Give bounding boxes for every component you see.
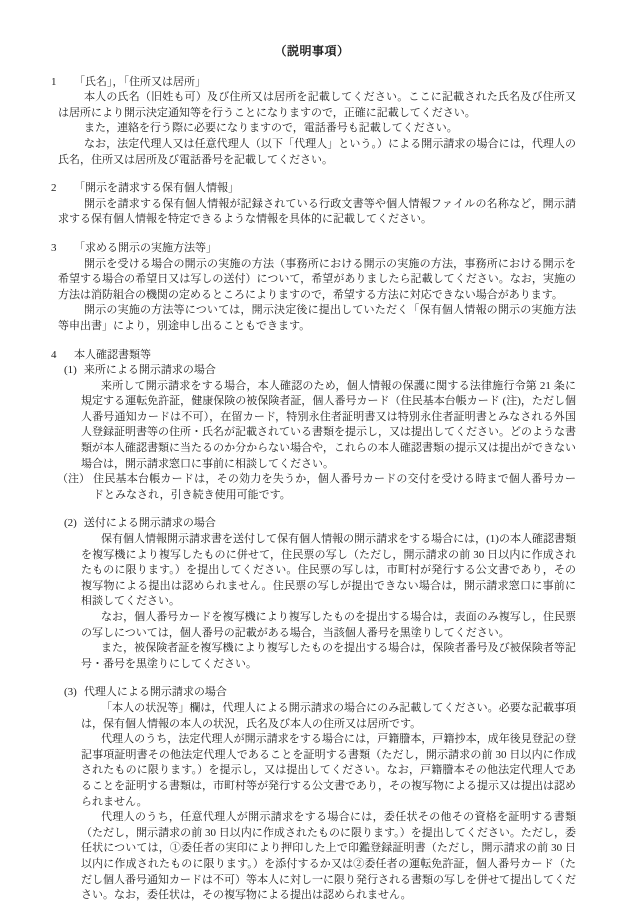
note-text: 住民基本台帳カードは，その効力を失うか，個人番号カードの交付を受ける時まで個人番号カードとみなされ，引き続き使用可能です。 xyxy=(93,473,576,501)
subsection-heading: 代理人による開示請求の場合 xyxy=(83,686,227,699)
section-2 xyxy=(48,181,576,228)
paragraph: 保有個人情報開示請求書を送付して保有個人情報の開示請求をする場合には，(1)の本人確認書類を複写機により複写したものに併せて，住民票の写し（ただし，開示請求の前 30 日以内に作成されたものに限ります。）を提出してください。住民票の写しは，市町村が発行する公文書であり，その複写物による提出は認められません。住民票の写しが提出できない場合は，開示請求窓口に事前に相談してください。 xyxy=(81,533,576,608)
section-4 xyxy=(48,348,576,903)
paragraph: 開示の実施の方法等については，開示決定後に提出していただく「保有個人情報の開示の実施方法等申出書」により，別途申し出ることもできます。 xyxy=(58,304,576,332)
page-title: （説明事項） xyxy=(274,44,350,58)
subsection-number: (1) xyxy=(64,364,77,377)
paragraph: 代理人のうち，法定代理人が開示請求をする場合には，戸籍謄本，戸籍抄本，成年後見登記の登記事項証明書その他法定代理人であることを証明する書類（ただし，開示請求の前 30 日以内に作成されたものに限ります。）を提示し，又は提出してください。なお，戸籍謄本その他法定代理人であることを証明する書類は，市町村等が発行する公文書であり，その複写物による提示又は提出は認められません。 xyxy=(81,733,576,808)
section-number: 4 xyxy=(51,348,57,361)
subsection-number: (3) xyxy=(64,686,77,699)
section-heading-row xyxy=(48,241,576,257)
note-label: （注） xyxy=(57,473,90,486)
paragraph: 本人の氏名（旧姓も可）及び住所又は居所を記載してください。ここに記載された氏名及び住所又は居所により開示決定通知等を行うことになりますので，正確に記載してください。 xyxy=(58,91,576,119)
subsection-number: (2) xyxy=(64,517,77,530)
subsection-heading-row xyxy=(64,363,576,379)
subsection-heading-row xyxy=(64,685,576,701)
subsection-heading-row xyxy=(64,516,576,532)
subsection-heading: 送付による開示請求の場合 xyxy=(83,517,216,530)
subsection-3 xyxy=(48,685,576,903)
paragraph: 「本人の状況等」欄は，代理人による開示請求の場合にのみ記載してください。必要な記載事項は，保有個人情報の本人の状況，氏名及び本人の住所又は居所です。 xyxy=(81,701,576,730)
subsection-2 xyxy=(48,516,576,672)
section-heading: 「氏名」，「住所又は居所」 xyxy=(74,75,206,88)
subsection-heading: 来所による開示請求の場合 xyxy=(83,364,216,377)
paragraph: また，被保険者証を複写機により複写したものを提出する場合は，保険者番号及び被保険者等記号・番号を黒塗りにしてください。 xyxy=(81,642,576,670)
paragraph: また，連絡を行う際に必要になりますので，電話番号も記載してください。 xyxy=(84,122,458,135)
section-number: 3 xyxy=(51,241,57,254)
section-heading: 「開示を請求する保有個人情報」 xyxy=(74,182,239,195)
section-number: 2 xyxy=(51,182,57,195)
section-heading: 「求める開示の実施方法等」 xyxy=(74,241,217,254)
paragraph: 開示を受ける場合の開示の実施の方法（事務所における開示の実施の方法，事務所における開示を希望する場合の希望日又は写しの送付）について，希望がありましたら記載してください。なお，実施の方法は消防組合の機関の定めるところによりますので，希望する方法に対応できない場合があります。 xyxy=(58,257,576,301)
subsection-1 xyxy=(48,363,576,503)
paragraph: 来所して開示請求をする場合，本人確認のため，個人情報の保護に関する法律施行令第 21 条に規定する運転免許証，健康保険の被保険者証，個人番号カード（住民基本台帳カード (注)，ただし個人番号通知カードは不可），在留カード，特別永住者証明書又は特別永住者証明書とみなされる外国人登録証明書等の住所・氏名が記載されている書類を提示し，又は提出してください。どのような書類が本人確認書類に当たるのか分からない場合や，これらの本人確認書類の提示又は提出ができない場合は，開示請求窓口に事前に相談してください。 xyxy=(81,379,576,470)
section-3 xyxy=(48,241,576,335)
section-number: 1 xyxy=(51,75,57,88)
section-heading-row xyxy=(48,348,576,364)
paragraph: 開示を請求する保有個人情報が記録されている行政文書等や個人情報ファイルの名称など，開示請求する保有個人情報を特定できるような情報を具体的に記載してください。 xyxy=(58,197,576,226)
section-1 xyxy=(48,75,576,169)
paragraph: 代理人のうち，任意代理人が開示請求をする場合には，委任状その他その資格を証明する書類（ただし，開示請求の前 30 日以内に作成されたものに限ります。）を提出してください。ただし，委任状については，①委任者の実印により押印した上で印鑑登録証明書（ただし，開示請求の前 30 日以内に作成されたものに限ります。）を添付するか又は②委任者の運転免許証，個人番号カード（ただし個人番号通知カードは不可）等本人に対し一に限り発行される書類の写しを併せて提出してください。なお，委任状は，その複写物による提出は認められません。 xyxy=(81,811,576,902)
section-heading-row xyxy=(48,181,576,197)
paragraph: なお，法定代理人又は任意代理人（以下「代理人」という。）による開示請求の場合には，代理人の氏名，住所又は居所及び電話番号を記載してください。 xyxy=(58,137,576,166)
paragraph: なお，個人番号カードを複写機により複写したものを提出する場合は，表面のみ複写し，住民票の写しについては，個人番号の記載がある場合，当該個人番号を黒塗りしてください。 xyxy=(81,611,576,639)
section-heading-row xyxy=(48,75,576,91)
section-heading: 本人確認書類等 xyxy=(74,348,151,361)
note xyxy=(57,472,576,503)
